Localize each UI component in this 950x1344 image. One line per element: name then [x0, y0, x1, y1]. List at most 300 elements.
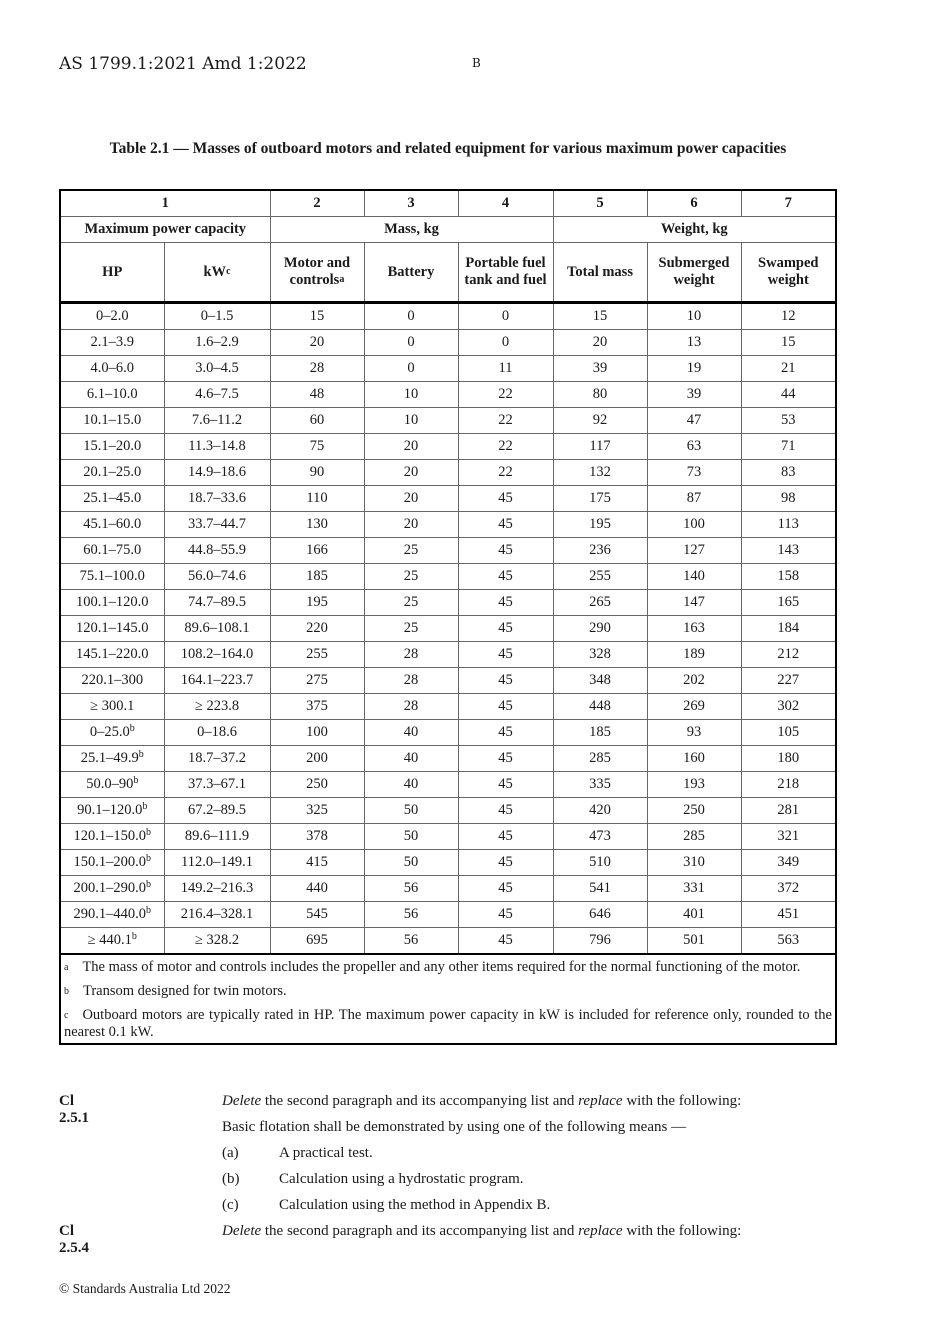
footnote-ref: b — [133, 775, 139, 786]
instruction-text: the second paragraph and its accompanying list and — [261, 1093, 579, 1109]
cell-battery: 56 — [364, 928, 458, 955]
cell-motor: 48 — [270, 382, 364, 408]
table-row — [60, 876, 836, 902]
cell-total: 236 — [553, 538, 647, 564]
cell-battery: 28 — [364, 694, 458, 720]
cell-battery: 10 — [364, 382, 458, 408]
cell-battery: 0 — [364, 303, 458, 330]
cell-hp-value: 90.1–120.0 — [77, 802, 143, 818]
cell-motor: 28 — [270, 356, 364, 382]
footnote-text: Transom designed for twin motors. — [83, 983, 287, 999]
table-row — [60, 408, 836, 434]
table-row — [60, 668, 836, 694]
cell-hp-value: 2.1–3.9 — [90, 334, 134, 350]
footnotes-row — [60, 954, 836, 1044]
cell-battery: 56 — [364, 902, 458, 928]
table-row — [60, 538, 836, 564]
cell-fuel: 11 — [458, 356, 553, 382]
cell-hp — [60, 460, 164, 486]
cell-motor: 200 — [270, 746, 364, 772]
cell-motor: 166 — [270, 538, 364, 564]
cell-total: 420 — [553, 798, 647, 824]
cell-total: 15 — [553, 303, 647, 330]
table-row — [60, 434, 836, 460]
cell-fuel: 45 — [458, 564, 553, 590]
table-row — [60, 460, 836, 486]
footnote-text: The mass of motor and controls includes the propeller and any other items required for the normal functioning of the motor. — [82, 959, 801, 975]
cell-swamped: 12 — [741, 303, 836, 330]
cell-motor: 695 — [270, 928, 364, 955]
cell-motor: 185 — [270, 564, 364, 590]
cell-total: 175 — [553, 486, 647, 512]
cell-battery: 25 — [364, 616, 458, 642]
table-row — [60, 590, 836, 616]
table-row — [60, 356, 836, 382]
cell-swamped: 44 — [741, 382, 836, 408]
col-number: 7 — [741, 190, 836, 217]
table-row — [60, 746, 836, 772]
cell-hp-value: 15.1–20.0 — [83, 438, 142, 454]
page-mark: B — [472, 56, 481, 70]
cell-fuel: 0 — [458, 303, 553, 330]
cell-kw: ≥ 328.2 — [164, 928, 270, 955]
cell-kw: 67.2–89.5 — [164, 798, 270, 824]
cell-swamped: 281 — [741, 798, 836, 824]
cell-hp-value: 20.1–25.0 — [83, 464, 142, 480]
cell-swamped: 98 — [741, 486, 836, 512]
cell-swamped: 71 — [741, 434, 836, 460]
cell-submerged: 331 — [647, 876, 741, 902]
cell-total: 265 — [553, 590, 647, 616]
cell-fuel: 45 — [458, 486, 553, 512]
clause-label: Cl 2.5.4 — [59, 1223, 89, 1256]
cell-fuel: 45 — [458, 642, 553, 668]
cell-submerged: 501 — [647, 928, 741, 955]
cell-fuel: 22 — [458, 382, 553, 408]
instruction-verb: replace — [578, 1223, 623, 1239]
cell-submerged: 310 — [647, 850, 741, 876]
cell-fuel: 45 — [458, 616, 553, 642]
table-row — [60, 330, 836, 356]
footnote-ref: b — [146, 853, 151, 864]
cell-submerged: 127 — [647, 538, 741, 564]
list-item-mark: (a) — [222, 1145, 239, 1161]
cell-submerged: 93 — [647, 720, 741, 746]
cell-submerged: 73 — [647, 460, 741, 486]
cell-motor: 90 — [270, 460, 364, 486]
header-swamped: Swamped weight — [741, 243, 836, 303]
cell-hp — [60, 720, 164, 746]
cell-motor: 545 — [270, 902, 364, 928]
cell-fuel: 45 — [458, 928, 553, 955]
cell-motor: 15 — [270, 303, 364, 330]
cell-hp — [60, 356, 164, 382]
cell-submerged: 202 — [647, 668, 741, 694]
cell-hp-value: 0–25.0 — [89, 724, 130, 740]
cell-motor: 275 — [270, 668, 364, 694]
cell-kw: 216.4–328.1 — [164, 902, 270, 928]
instruction-text: the second paragraph and its accompanying list and — [261, 1223, 579, 1239]
footnote-ref: c — [226, 265, 231, 277]
table-row — [60, 564, 836, 590]
clause-instruction — [222, 1223, 741, 1240]
cell-swamped: 105 — [741, 720, 836, 746]
cell-hp — [60, 408, 164, 434]
footnote-mark: b — [64, 986, 69, 997]
cell-total: 290 — [553, 616, 647, 642]
table-row — [60, 616, 836, 642]
list-item-text: A practical test. — [279, 1145, 373, 1161]
cell-kw: ≥ 223.8 — [164, 694, 270, 720]
cell-fuel: 45 — [458, 772, 553, 798]
footnote-mark: a — [64, 962, 69, 973]
cell-kw: 74.7–89.5 — [164, 590, 270, 616]
document-id: AS 1799.1:2021 Amd 1:2022 — [59, 54, 307, 74]
cell-total: 195 — [553, 512, 647, 538]
cell-swamped: 212 — [741, 642, 836, 668]
cell-swamped: 563 — [741, 928, 836, 955]
cell-fuel: 45 — [458, 538, 553, 564]
cell-total: 132 — [553, 460, 647, 486]
cell-battery: 0 — [364, 356, 458, 382]
cell-battery: 50 — [364, 798, 458, 824]
cell-kw: 89.6–108.1 — [164, 616, 270, 642]
table-row — [60, 824, 836, 850]
cell-kw: 149.2–216.3 — [164, 876, 270, 902]
cell-submerged: 147 — [647, 590, 741, 616]
cell-swamped: 83 — [741, 460, 836, 486]
footnote-ref: b — [146, 827, 151, 838]
cell-swamped: 21 — [741, 356, 836, 382]
cell-fuel: 22 — [458, 434, 553, 460]
cell-fuel: 45 — [458, 720, 553, 746]
cell-swamped: 321 — [741, 824, 836, 850]
cell-swamped: 302 — [741, 694, 836, 720]
column-number-row — [60, 190, 836, 217]
cell-total: 20 — [553, 330, 647, 356]
cell-kw: 56.0–74.6 — [164, 564, 270, 590]
cell-kw: 14.9–18.6 — [164, 460, 270, 486]
cell-battery: 20 — [364, 434, 458, 460]
cell-kw: 11.3–14.8 — [164, 434, 270, 460]
cell-kw: 33.7–44.7 — [164, 512, 270, 538]
cell-hp — [60, 850, 164, 876]
cell-submerged: 39 — [647, 382, 741, 408]
group-header-mass: Mass, kg — [270, 217, 553, 243]
cell-total: 328 — [553, 642, 647, 668]
cell-motor: 75 — [270, 434, 364, 460]
cell-submerged: 250 — [647, 798, 741, 824]
cell-submerged: 401 — [647, 902, 741, 928]
cell-battery: 25 — [364, 590, 458, 616]
cell-swamped: 349 — [741, 850, 836, 876]
cell-fuel: 22 — [458, 408, 553, 434]
cell-submerged: 13 — [647, 330, 741, 356]
cell-swamped: 180 — [741, 746, 836, 772]
cell-motor: 415 — [270, 850, 364, 876]
cell-motor: 20 — [270, 330, 364, 356]
footnote-ref: a — [339, 274, 345, 285]
footnote — [64, 983, 832, 1000]
cell-fuel: 45 — [458, 746, 553, 772]
cell-hp — [60, 382, 164, 408]
cell-battery: 20 — [364, 486, 458, 512]
cell-total: 796 — [553, 928, 647, 955]
cell-kw: 18.7–37.2 — [164, 746, 270, 772]
table-row — [60, 694, 836, 720]
clause-label: Cl 2.5.1 — [59, 1093, 89, 1126]
cell-kw: 0–1.5 — [164, 303, 270, 330]
footnote-ref: b — [146, 879, 151, 890]
cell-fuel: 45 — [458, 798, 553, 824]
table-row — [60, 928, 836, 955]
instruction-verb: Delete — [222, 1223, 262, 1239]
footnote — [64, 959, 832, 976]
cell-fuel: 45 — [458, 668, 553, 694]
cell-hp — [60, 512, 164, 538]
cell-fuel: 45 — [458, 694, 553, 720]
header-motor — [270, 243, 364, 303]
cell-hp — [60, 902, 164, 928]
cell-kw: 37.3–67.1 — [164, 772, 270, 798]
cell-swamped: 227 — [741, 668, 836, 694]
cell-submerged: 285 — [647, 824, 741, 850]
cell-total: 185 — [553, 720, 647, 746]
list-item-text: Calculation using a hydrostatic program. — [279, 1171, 524, 1187]
cell-hp-value: 60.1–75.0 — [83, 542, 142, 558]
cell-motor: 100 — [270, 720, 364, 746]
cell-hp-value: ≥ 440.1 — [87, 932, 132, 948]
cell-hp — [60, 798, 164, 824]
cell-battery: 20 — [364, 460, 458, 486]
col-number: 2 — [270, 190, 364, 217]
col-number: 5 — [553, 190, 647, 217]
cell-kw: 108.2–164.0 — [164, 642, 270, 668]
header-hp: HP — [60, 243, 164, 303]
cell-hp-value: 50.0–90 — [86, 776, 134, 792]
cell-swamped: 372 — [741, 876, 836, 902]
clause-instruction — [222, 1093, 741, 1110]
cell-kw: 44.8–55.9 — [164, 538, 270, 564]
cell-battery: 50 — [364, 824, 458, 850]
cell-battery: 40 — [364, 720, 458, 746]
instruction-verb: Delete — [222, 1093, 262, 1109]
cell-hp-value: 145.1–220.0 — [76, 646, 149, 662]
cell-motor: 250 — [270, 772, 364, 798]
copyright-footer: © Standards Australia Ltd 2022 — [59, 1281, 231, 1296]
cell-total: 646 — [553, 902, 647, 928]
cell-hp-value: 0–2.0 — [95, 308, 129, 324]
cell-total: 335 — [553, 772, 647, 798]
cell-battery: 10 — [364, 408, 458, 434]
cell-hp — [60, 616, 164, 642]
col-number: 3 — [364, 190, 458, 217]
cell-battery: 28 — [364, 668, 458, 694]
cell-hp — [60, 928, 164, 955]
cell-kw: 89.6–111.9 — [164, 824, 270, 850]
cell-swamped: 15 — [741, 330, 836, 356]
clause-body-text: Basic flotation shall be demonstrated by using one of the following means — — [222, 1119, 687, 1135]
cell-fuel: 45 — [458, 590, 553, 616]
cell-submerged: 269 — [647, 694, 741, 720]
cell-hp-value: 220.1–300 — [81, 672, 144, 688]
cell-motor: 130 — [270, 512, 364, 538]
header-kw — [164, 243, 270, 303]
cell-submerged: 189 — [647, 642, 741, 668]
footnote-ref: b — [131, 931, 137, 942]
cell-submerged: 10 — [647, 303, 741, 330]
cell-kw: 0–18.6 — [164, 720, 270, 746]
cell-submerged: 19 — [647, 356, 741, 382]
table-row — [60, 902, 836, 928]
cell-submerged: 47 — [647, 408, 741, 434]
cell-swamped: 451 — [741, 902, 836, 928]
table-row — [60, 850, 836, 876]
cell-hp-value: 25.1–49.9 — [80, 750, 139, 766]
table-row — [60, 382, 836, 408]
cell-submerged: 160 — [647, 746, 741, 772]
cell-total: 285 — [553, 746, 647, 772]
footnote-ref: b — [129, 723, 135, 734]
sub-header-row — [60, 243, 836, 303]
cell-kw: 164.1–223.7 — [164, 668, 270, 694]
cell-total: 39 — [553, 356, 647, 382]
header-battery: Battery — [364, 243, 458, 303]
cell-total: 473 — [553, 824, 647, 850]
footnote-text: Outboard motors are typically rated in HP. The maximum power capacity in kW is included for reference only, rounded to the nearest 0.1 kW. — [64, 1007, 832, 1040]
cell-submerged: 163 — [647, 616, 741, 642]
cell-fuel: 22 — [458, 460, 553, 486]
group-header-row — [60, 217, 836, 243]
group-header-max-power: Maximum power capacity — [60, 217, 270, 243]
cell-kw: 18.7–33.6 — [164, 486, 270, 512]
col-number: 4 — [458, 190, 553, 217]
cell-fuel: 0 — [458, 330, 553, 356]
cell-submerged: 100 — [647, 512, 741, 538]
table-row — [60, 303, 836, 330]
table-row — [60, 772, 836, 798]
cell-motor: 255 — [270, 642, 364, 668]
cell-submerged: 87 — [647, 486, 741, 512]
cell-kw: 112.0–149.1 — [164, 850, 270, 876]
cell-hp — [60, 746, 164, 772]
table-row — [60, 720, 836, 746]
cell-hp-value: 120.1–145.0 — [76, 620, 149, 636]
cell-submerged: 193 — [647, 772, 741, 798]
footnote-ref: b — [146, 905, 151, 916]
cell-hp — [60, 590, 164, 616]
cell-hp — [60, 876, 164, 902]
cell-hp-value: 25.1–45.0 — [83, 490, 142, 506]
cell-battery: 0 — [364, 330, 458, 356]
cell-battery: 40 — [364, 772, 458, 798]
cell-kw: 1.6–2.9 — [164, 330, 270, 356]
cell-fuel: 45 — [458, 512, 553, 538]
cell-hp — [60, 330, 164, 356]
cell-hp-value: 75.1–100.0 — [79, 568, 145, 584]
list-item-mark: (c) — [222, 1197, 239, 1213]
cell-total: 510 — [553, 850, 647, 876]
cell-battery: 56 — [364, 876, 458, 902]
cell-swamped: 143 — [741, 538, 836, 564]
header-motor-label: Motor and controls — [283, 255, 351, 288]
cell-fuel: 45 — [458, 850, 553, 876]
cell-fuel: 45 — [458, 902, 553, 928]
cell-total: 348 — [553, 668, 647, 694]
cell-hp-value: 6.1–10.0 — [86, 386, 138, 402]
cell-motor: 325 — [270, 798, 364, 824]
header-total: Total mass — [553, 243, 647, 303]
cell-battery: 25 — [364, 564, 458, 590]
cell-total: 80 — [553, 382, 647, 408]
cell-hp — [60, 564, 164, 590]
cell-hp — [60, 824, 164, 850]
cell-battery: 40 — [364, 746, 458, 772]
cell-hp — [60, 486, 164, 512]
cell-hp — [60, 538, 164, 564]
cell-submerged: 63 — [647, 434, 741, 460]
table-row — [60, 798, 836, 824]
cell-hp — [60, 303, 164, 330]
col-number: 1 — [60, 190, 270, 217]
header-submerged: Submerged weight — [647, 243, 741, 303]
cell-motor: 60 — [270, 408, 364, 434]
cell-hp-value: 120.1–150.0 — [73, 828, 146, 844]
cell-hp — [60, 694, 164, 720]
cell-hp — [60, 642, 164, 668]
footnote — [64, 1007, 832, 1041]
cell-battery: 28 — [364, 642, 458, 668]
masses-table — [59, 189, 837, 1045]
cell-total: 448 — [553, 694, 647, 720]
cell-hp-value: 200.1–290.0 — [73, 880, 146, 896]
cell-hp — [60, 772, 164, 798]
cell-motor: 440 — [270, 876, 364, 902]
list-item-text: Calculation using the method in Appendix B. — [279, 1197, 551, 1213]
list-item-mark: (b) — [222, 1171, 240, 1187]
footnote-ref: b — [142, 801, 148, 812]
cell-hp-value: 150.1–200.0 — [73, 854, 146, 870]
cell-battery: 25 — [364, 538, 458, 564]
cell-submerged: 140 — [647, 564, 741, 590]
cell-fuel: 45 — [458, 824, 553, 850]
footnote-ref: b — [138, 749, 144, 760]
cell-hp-value: 10.1–15.0 — [83, 412, 142, 428]
cell-fuel: 45 — [458, 876, 553, 902]
cell-swamped: 158 — [741, 564, 836, 590]
cell-swamped: 113 — [741, 512, 836, 538]
instruction-text: with the following: — [622, 1093, 742, 1109]
cell-total: 255 — [553, 564, 647, 590]
table-row — [60, 486, 836, 512]
table-footnotes — [60, 954, 836, 1044]
cell-hp — [60, 434, 164, 460]
cell-kw: 7.6–11.2 — [164, 408, 270, 434]
table-title: Table 2.1 — Masses of outboard motors and related equipment for various maximum power capacities — [109, 140, 787, 157]
cell-motor: 195 — [270, 590, 364, 616]
cell-total: 92 — [553, 408, 647, 434]
cell-hp-value: 100.1–120.0 — [76, 594, 149, 610]
cell-motor: 110 — [270, 486, 364, 512]
col-number: 6 — [647, 190, 741, 217]
instruction-verb: replace — [578, 1093, 623, 1109]
cell-motor: 375 — [270, 694, 364, 720]
cell-swamped: 184 — [741, 616, 836, 642]
cell-motor: 378 — [270, 824, 364, 850]
instruction-text: with the following: — [622, 1223, 742, 1239]
cell-kw: 4.6–7.5 — [164, 382, 270, 408]
cell-swamped: 218 — [741, 772, 836, 798]
